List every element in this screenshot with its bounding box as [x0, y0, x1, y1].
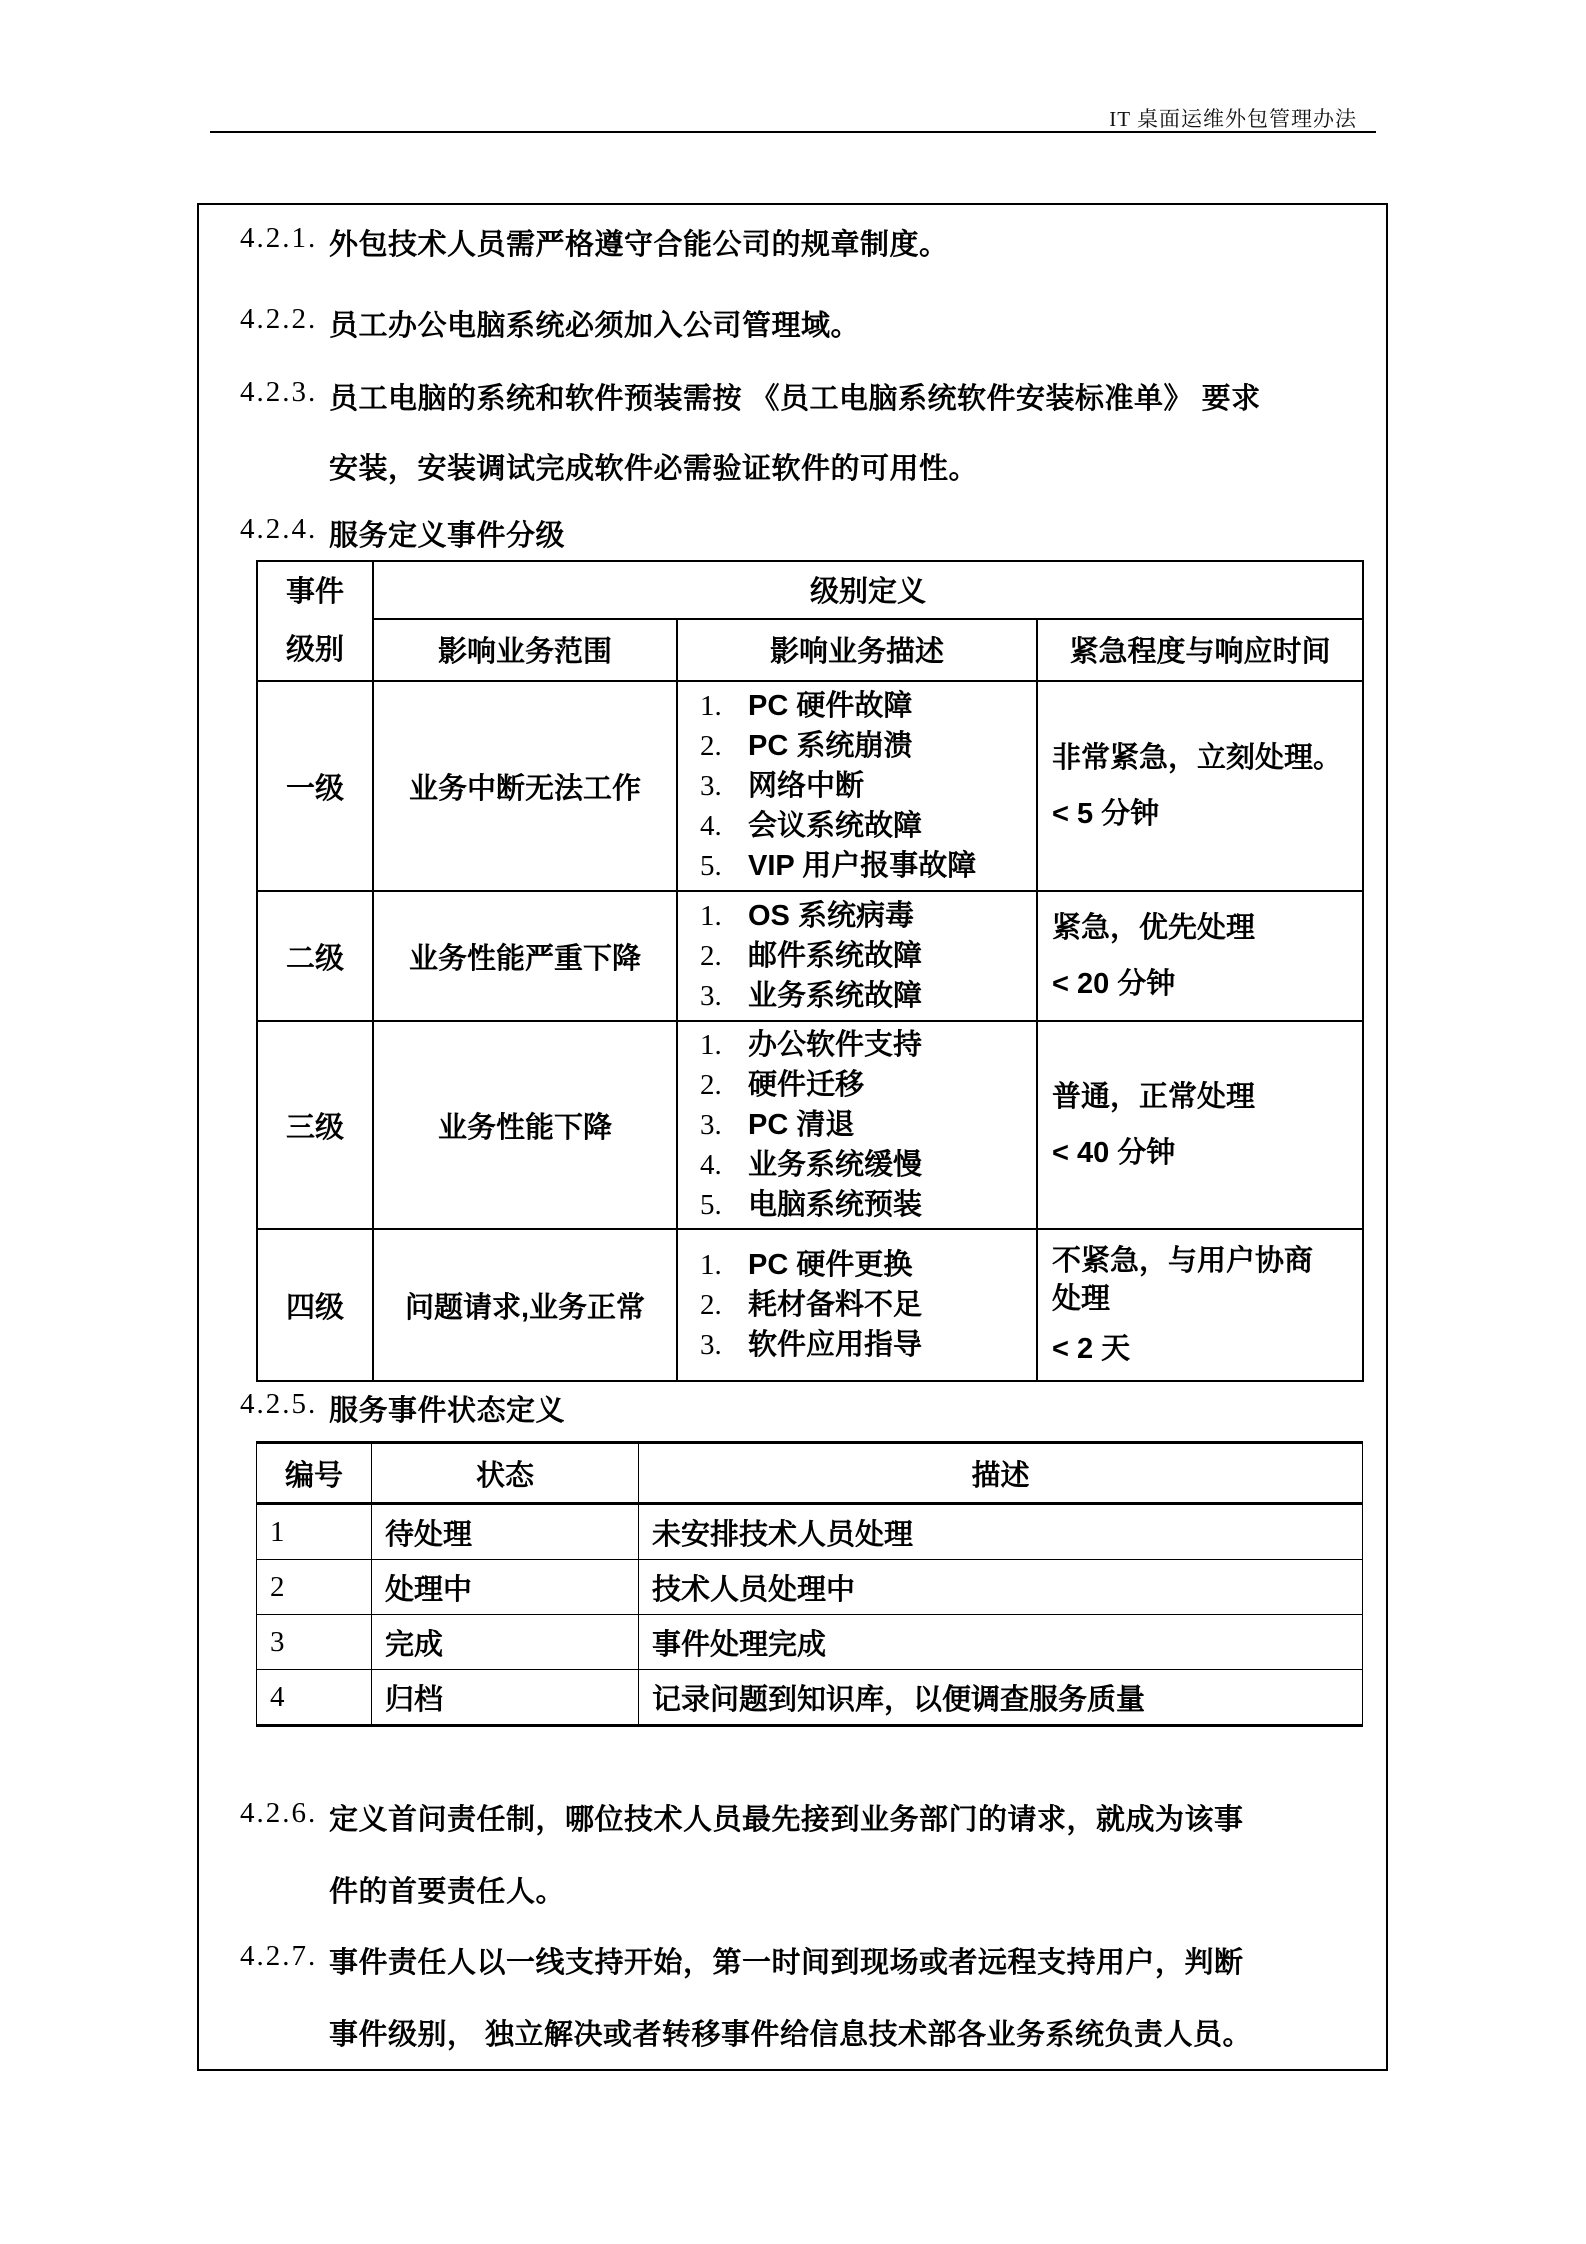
- status-id: 3: [257, 1615, 372, 1670]
- desc-item: [700, 806, 1035, 846]
- desc-cell: [677, 1229, 1037, 1381]
- desc-item: [700, 1245, 1035, 1285]
- desc-item-text: PC 系统崩溃: [748, 730, 913, 762]
- table2-header-status: 状态: [372, 1443, 639, 1504]
- section-text: 外包技术人员需严格遵守合能公司的规章制度。: [329, 229, 949, 261]
- desc-item-text: 会议系统故障: [748, 810, 923, 842]
- table1-row-level1: [257, 681, 1363, 891]
- table2-header-id: 编号: [257, 1443, 372, 1504]
- table2-header-row: [257, 1443, 1363, 1504]
- urgency-text: 紧急，优先处理: [1052, 912, 1256, 944]
- desc-item-text: 业务系统故障: [748, 980, 923, 1012]
- desc-item-number: 3.: [700, 980, 722, 1012]
- table1-row-level4: [257, 1229, 1363, 1381]
- status-name: 待处理: [372, 1504, 639, 1560]
- desc-item-number: 1.: [700, 1249, 722, 1281]
- desc-cell: [677, 1021, 1037, 1229]
- table1-row-level2: [257, 891, 1363, 1021]
- desc-item-text: PC 硬件更换: [748, 1249, 913, 1281]
- level-cell: 二级: [257, 891, 373, 1021]
- status-desc: 未安排技术人员处理: [639, 1504, 1363, 1560]
- desc-item-text: PC 硬件故障: [748, 690, 913, 722]
- desc-item: [700, 726, 1035, 766]
- urgency-sla: < 20 分钟: [1052, 968, 1176, 1000]
- desc-item: [700, 1285, 1035, 1325]
- table2-row-1: [257, 1504, 1363, 1560]
- content-border-box: [197, 203, 1388, 2071]
- desc-item-number: 2.: [700, 730, 722, 762]
- header-level-line1: 事件: [285, 576, 344, 608]
- urgency-sla: < 2 天: [1052, 1333, 1131, 1365]
- urgency-text: 处理: [1052, 1283, 1111, 1315]
- section-4-2-3-continuation: 安装，安装调试完成软件必需验证软件的可用性。: [329, 453, 979, 485]
- urgency-sla: < 40 分钟: [1052, 1137, 1176, 1169]
- status-desc: 记录问题到知识库，以便调查服务质量: [639, 1670, 1363, 1726]
- status-name: 归档: [372, 1670, 639, 1726]
- desc-item: [700, 896, 1035, 936]
- desc-item-number: 4.: [700, 1149, 722, 1181]
- desc-item: [700, 976, 1035, 1016]
- desc-cell: [677, 891, 1037, 1021]
- urgency-cell: [1037, 1229, 1363, 1381]
- status-definition-table: [256, 1441, 1363, 1727]
- desc-item-number: 1.: [700, 690, 722, 722]
- desc-item-number: 2.: [700, 1069, 722, 1101]
- section-number: 4.2.7.: [240, 1940, 318, 1972]
- urgency-cell: [1037, 681, 1363, 891]
- table2-header-desc: 描述: [639, 1443, 1363, 1504]
- status-id: 4: [257, 1670, 372, 1726]
- desc-item: [700, 1325, 1035, 1365]
- urgency-cell: [1037, 1021, 1363, 1229]
- desc-item-text: OS 系统病毒: [748, 900, 914, 932]
- level-cell: 三级: [257, 1021, 373, 1229]
- table1-header-row-2: [257, 619, 1363, 681]
- desc-item-text: 软件应用指导: [748, 1329, 923, 1361]
- desc-item-text: 业务系统缓慢: [748, 1149, 923, 1181]
- section-4-2-7: [240, 1940, 1244, 1981]
- urgency-text: 普通，正常处理: [1052, 1081, 1256, 1113]
- scope-cell: 业务性能严重下降: [373, 891, 677, 1021]
- urgency-text: 不紧急，与用户协商: [1052, 1245, 1314, 1277]
- table1-header-level: [257, 561, 373, 681]
- desc-item: [700, 936, 1035, 976]
- section-number: 4.2.5.: [240, 1388, 318, 1420]
- level-cell: 四级: [257, 1229, 373, 1381]
- level-cell: 一级: [257, 681, 373, 891]
- desc-item-number: 4.: [700, 810, 722, 842]
- desc-item-number: 3.: [700, 1109, 722, 1141]
- table2-row-3: [257, 1615, 1363, 1670]
- desc-item-number: 3.: [700, 770, 722, 802]
- urgency-text: 非常紧急，立刻处理。: [1052, 742, 1343, 774]
- status-desc: 技术人员处理中: [639, 1560, 1363, 1615]
- section-4-2-7-continuation: 事件级别， 独立解决或者转移事件给信息技术部各业务系统负责人员。: [329, 2019, 1253, 2051]
- header-level-line2: 级别: [285, 634, 344, 666]
- table1-row-level3: [257, 1021, 1363, 1229]
- desc-item: [700, 686, 1035, 726]
- desc-item-number: 5.: [700, 1189, 722, 1221]
- table2-row-2: [257, 1560, 1363, 1615]
- status-id: 2: [257, 1560, 372, 1615]
- desc-item-text: 网络中断: [748, 770, 865, 802]
- status-name: 处理中: [372, 1560, 639, 1615]
- table1-header-scope: 影响业务范围: [373, 619, 677, 681]
- desc-item-number: 1.: [700, 900, 722, 932]
- event-grading-table: [256, 560, 1364, 1382]
- desc-item: [700, 1065, 1035, 1105]
- status-name: 完成: [372, 1615, 639, 1670]
- section-text: 服务事件状态定义: [329, 1395, 566, 1427]
- section-4-2-3: [240, 376, 1261, 417]
- scope-cell: 业务中断无法工作: [373, 681, 677, 891]
- desc-item: [700, 1185, 1035, 1225]
- table1-header-urgency: 紧急程度与响应时间: [1037, 619, 1363, 681]
- section-4-2-5: [240, 1388, 565, 1429]
- desc-item-text: VIP 用户报事故障: [748, 850, 977, 882]
- section-4-2-2: [240, 303, 860, 344]
- table2-row-4: [257, 1670, 1363, 1726]
- desc-item-text: 耗材备料不足: [748, 1289, 923, 1321]
- desc-item-text: 邮件系统故障: [748, 940, 923, 972]
- desc-item: [700, 1105, 1035, 1145]
- section-text: 事件责任人以一线支持开始，第一时间到现场或者远程支持用户，判断: [329, 1947, 1244, 1979]
- section-text: 定义首问责任制，哪位技术人员最先接到业务部门的请求，就成为该事: [329, 1804, 1244, 1836]
- desc-item-number: 1.: [700, 1029, 722, 1061]
- section-4-2-6-continuation: 件的首要责任人。: [329, 1876, 566, 1908]
- section-number: 4.2.1.: [240, 222, 318, 254]
- status-id: 1: [257, 1504, 372, 1560]
- section-number: 4.2.4.: [240, 513, 318, 545]
- desc-item: [700, 1025, 1035, 1065]
- urgency-sla: < 5 分钟: [1052, 798, 1160, 830]
- section-number: 4.2.2.: [240, 303, 318, 335]
- section-4-2-4: [240, 513, 565, 554]
- section-number: 4.2.3.: [240, 376, 318, 408]
- desc-item-number: 2.: [700, 1289, 722, 1321]
- section-text: 员工电脑的系统和软件预装需按 《员工电脑系统软件安装标准单》 要求: [329, 383, 1261, 415]
- desc-item-number: 5.: [700, 850, 722, 882]
- desc-item-text: 硬件迁移: [748, 1069, 865, 1101]
- page-header-title: IT 桌面运维外包管理办法: [1109, 107, 1357, 131]
- desc-item: [700, 766, 1035, 806]
- desc-item: [700, 846, 1035, 886]
- urgency-cell: [1037, 891, 1363, 1021]
- table1-header-row-1: [257, 561, 1363, 619]
- header-rule: [210, 131, 1376, 133]
- scope-cell: 业务性能下降: [373, 1021, 677, 1229]
- status-desc: 事件处理完成: [639, 1615, 1363, 1670]
- desc-item-number: 2.: [700, 940, 722, 972]
- scope-cell: 问题请求,业务正常: [373, 1229, 677, 1381]
- section-text: 员工办公电脑系统必须加入公司管理域。: [329, 310, 861, 342]
- desc-cell: [677, 681, 1037, 891]
- section-number: 4.2.6.: [240, 1797, 318, 1829]
- desc-item: [700, 1145, 1035, 1185]
- desc-item-number: 3.: [700, 1329, 722, 1361]
- table1-header-span: 级别定义: [373, 561, 1363, 619]
- desc-item-text: PC 清退: [748, 1109, 855, 1141]
- table1-header-desc: 影响业务描述: [677, 619, 1037, 681]
- section-4-2-6: [240, 1797, 1244, 1838]
- desc-item-text: 电脑系统预装: [748, 1189, 923, 1221]
- section-4-2-1: [240, 222, 949, 263]
- desc-item-text: 办公软件支持: [748, 1029, 923, 1061]
- section-text: 服务定义事件分级: [329, 520, 566, 552]
